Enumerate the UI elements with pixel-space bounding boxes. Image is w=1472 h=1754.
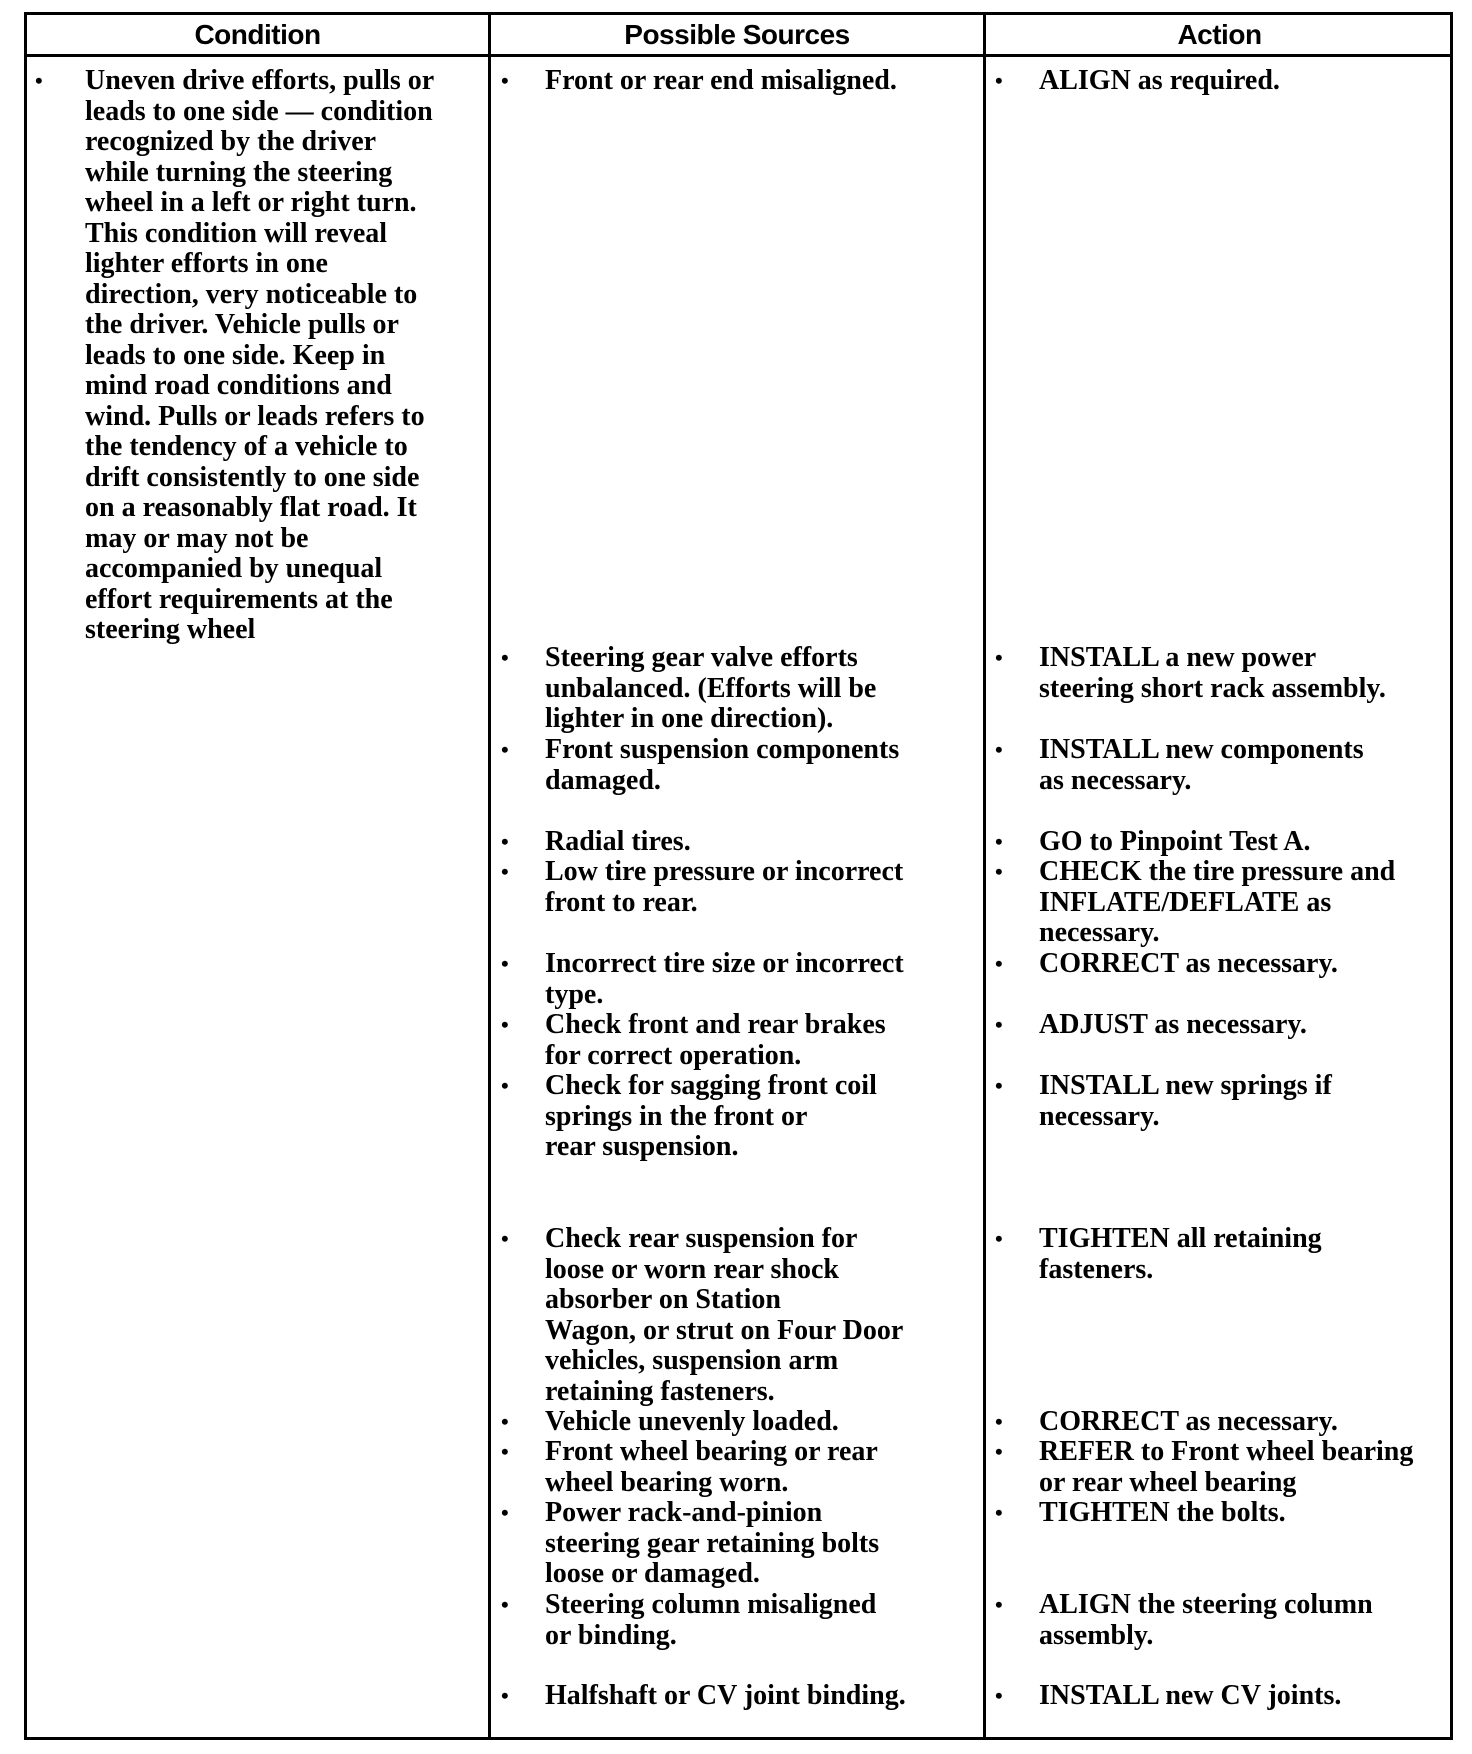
source-text: Front wheel bearing or rear wheel bearing worn.	[545, 1436, 878, 1498]
bullet: •	[995, 1439, 1003, 1464]
bullet: •	[501, 859, 509, 884]
bullet: •	[501, 645, 509, 670]
bullet: •	[501, 1683, 509, 1708]
header-action: Action	[1177, 19, 1262, 50]
action-text: ALIGN as required.	[1039, 65, 1280, 96]
action-text: INSTALL new CV joints.	[1039, 1680, 1342, 1711]
source-item	[501, 643, 979, 735]
source-text: Power rack-and-pinion steering gear retaining bolts loose or damaged.	[545, 1497, 880, 1589]
bullet: •	[995, 645, 1003, 670]
source-item	[501, 1498, 979, 1590]
bullet: •	[995, 68, 1003, 93]
action-text: GO to Pinpoint Test A.	[1039, 826, 1311, 857]
bullet: •	[501, 1500, 509, 1525]
column-divider-2	[983, 15, 986, 1737]
bullet: •	[995, 737, 1003, 762]
source-item	[501, 857, 979, 918]
source-text: Steering column misaligned or binding.	[545, 1589, 877, 1651]
header-condition: Condition	[194, 19, 321, 50]
action-item	[995, 643, 1450, 704]
source-item	[501, 1071, 979, 1163]
bullet: •	[35, 68, 43, 93]
bullet: •	[501, 1439, 509, 1464]
bullet: •	[995, 951, 1003, 976]
action-text: INSTALL new springs if necessary.	[1039, 1070, 1332, 1132]
action-item	[995, 1407, 1450, 1438]
bullet: •	[995, 1683, 1003, 1708]
action-text: INSTALL a new power steering short rack assembly.	[1039, 642, 1386, 704]
action-text: ADJUST as necessary.	[1039, 1009, 1307, 1040]
action-text: CORRECT as necessary.	[1039, 1406, 1338, 1437]
bullet: •	[501, 1012, 509, 1037]
action-item	[995, 1498, 1450, 1529]
bullet: •	[501, 829, 509, 854]
bullet: •	[995, 1012, 1003, 1037]
source-item	[501, 1590, 979, 1651]
source-item	[501, 1681, 979, 1712]
condition-cell	[35, 66, 483, 646]
action-item	[995, 1224, 1450, 1285]
condition-text: Uneven drive efforts, pulls or leads to one side — condition recognized by the driver while turning the steering wheel in a left or right turn. This condition will reveal lighter efforts in one direction, very noticeable to the driver. Vehicle pulls or leads to one side. Keep in mind road conditions and wind. Pulls or leads refers to the tendency of a vehicle to drift consistently to one side on a reasonably flat road. It may or may not be accompanied by unequal effort requirements at the steering wheel	[85, 65, 435, 645]
source-text: Front suspension components damaged.	[545, 734, 900, 796]
header-divider	[27, 54, 1450, 57]
source-item	[501, 949, 979, 1010]
source-text: Steering gear valve efforts unbalanced. (Efforts will be lighter in one direction).	[545, 642, 877, 734]
action-item	[995, 1071, 1450, 1132]
action-text: CORRECT as necessary.	[1039, 948, 1338, 979]
source-item	[501, 1010, 979, 1071]
source-item	[501, 66, 979, 97]
source-item	[501, 1437, 979, 1498]
action-item	[995, 949, 1450, 980]
bullet: •	[995, 1409, 1003, 1434]
source-text: Check rear suspension for loose or worn rear shock absorber on Station Wagon, or strut on Four Door vehicles, suspension arm retaining fasteners.	[545, 1223, 904, 1407]
bullet: •	[501, 1226, 509, 1251]
action-item	[995, 827, 1450, 858]
action-text: TIGHTEN all retaining fasteners.	[1039, 1223, 1322, 1285]
bullet: •	[995, 859, 1003, 884]
bullet: •	[995, 1226, 1003, 1251]
source-item	[501, 1224, 979, 1407]
action-text: TIGHTEN the bolts.	[1039, 1497, 1286, 1528]
diagnosis-table	[24, 12, 1453, 1740]
bullet: •	[501, 1073, 509, 1098]
action-item	[995, 1010, 1450, 1041]
source-text: Vehicle unevenly loaded.	[545, 1406, 839, 1437]
source-item	[501, 735, 979, 796]
action-text: REFER to Front wheel bearing or rear wheel bearing	[1039, 1436, 1414, 1498]
action-text: ALIGN the steering column assembly.	[1039, 1589, 1373, 1651]
bullet: •	[501, 737, 509, 762]
action-text: INSTALL new components as necessary.	[1039, 734, 1364, 796]
action-item	[995, 735, 1450, 796]
bullet: •	[501, 951, 509, 976]
source-item	[501, 827, 979, 858]
source-item	[501, 1407, 979, 1438]
source-text: Low tire pressure or incorrect front to rear.	[545, 856, 904, 918]
bullet: •	[995, 1073, 1003, 1098]
column-divider-1	[488, 15, 491, 1737]
source-text: Radial tires.	[545, 826, 691, 857]
action-item	[995, 1437, 1450, 1498]
bullet: •	[995, 1500, 1003, 1525]
source-text: Incorrect tire size or incorrect type.	[545, 948, 904, 1010]
bullet: •	[501, 1592, 509, 1617]
action-item	[995, 1681, 1450, 1712]
action-item	[995, 1590, 1450, 1651]
source-text: Front or rear end misaligned.	[545, 65, 897, 96]
action-item	[995, 857, 1450, 949]
source-text: Halfshaft or CV joint binding.	[545, 1680, 906, 1711]
action-text: CHECK the tire pressure and INFLATE/DEFLATE as necessary.	[1039, 856, 1396, 948]
bullet: •	[501, 1409, 509, 1434]
bullet: •	[995, 1592, 1003, 1617]
bullet: •	[501, 68, 509, 93]
header-possible-sources: Possible Sources	[624, 19, 850, 50]
action-item	[995, 66, 1450, 97]
source-text: Check front and rear brakes for correct operation.	[545, 1009, 886, 1071]
source-text: Check for sagging front coil springs in the front or rear suspension.	[545, 1070, 877, 1162]
bullet: •	[995, 829, 1003, 854]
